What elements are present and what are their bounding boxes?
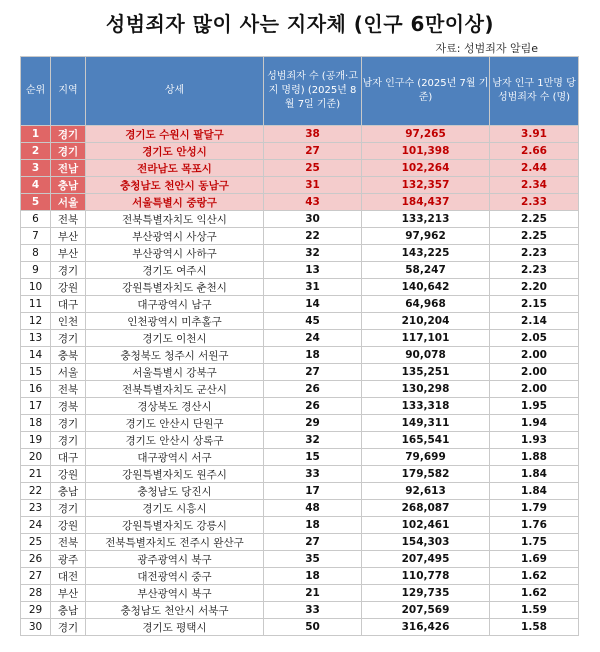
cell-per10k: 1.84	[490, 466, 579, 483]
cell-offenders: 18	[264, 568, 362, 585]
cell-population: 149,311	[362, 415, 490, 432]
table-row	[21, 160, 579, 177]
cell-per10k: 2.23	[490, 245, 579, 262]
cell-offenders: 27	[264, 534, 362, 551]
cell-detail: 강원특별자치도 춘천시	[86, 279, 264, 296]
cell-region: 경기	[51, 619, 86, 636]
cell-offenders: 13	[264, 262, 362, 279]
cell-population: 154,303	[362, 534, 490, 551]
cell-population: 79,699	[362, 449, 490, 466]
cell-detail: 부산광역시 사하구	[86, 245, 264, 262]
header-region: 지역	[51, 57, 86, 126]
cell-region: 전남	[51, 160, 86, 177]
cell-population: 133,318	[362, 398, 490, 415]
cell-region: 대전	[51, 568, 86, 585]
cell-region: 충남	[51, 177, 86, 194]
offender-table	[20, 56, 579, 636]
table-row	[21, 517, 579, 534]
table-row	[21, 228, 579, 245]
header-rank: 순위	[21, 57, 51, 126]
cell-per10k: 2.14	[490, 313, 579, 330]
cell-population: 97,962	[362, 228, 490, 245]
cell-population: 207,569	[362, 602, 490, 619]
cell-region: 경기	[51, 143, 86, 160]
cell-offenders: 21	[264, 585, 362, 602]
cell-detail: 충청남도 천안시 서북구	[86, 602, 264, 619]
cell-detail: 광주광역시 북구	[86, 551, 264, 568]
cell-rank: 8	[21, 245, 51, 262]
cell-rank: 11	[21, 296, 51, 313]
cell-per10k: 2.66	[490, 143, 579, 160]
table-row	[21, 143, 579, 160]
cell-rank: 7	[21, 228, 51, 245]
cell-population: 316,426	[362, 619, 490, 636]
cell-region: 경기	[51, 432, 86, 449]
cell-rank: 6	[21, 211, 51, 228]
cell-detail: 경상북도 경산시	[86, 398, 264, 415]
table-row	[21, 177, 579, 194]
table-row	[21, 126, 579, 143]
cell-per10k: 1.69	[490, 551, 579, 568]
cell-rank: 17	[21, 398, 51, 415]
cell-detail: 충청남도 당진시	[86, 483, 264, 500]
cell-offenders: 24	[264, 330, 362, 347]
header-offenders: 성범죄자 수 (공개·고지 명령) (2025년 8월 7일 기준)	[264, 57, 362, 126]
cell-region: 전북	[51, 211, 86, 228]
cell-offenders: 32	[264, 432, 362, 449]
cell-detail: 전북특별자치도 전주시 완산구	[86, 534, 264, 551]
cell-detail: 경기도 수원시 팔달구	[86, 126, 264, 143]
cell-offenders: 30	[264, 211, 362, 228]
cell-offenders: 50	[264, 619, 362, 636]
cell-detail: 강원특별자치도 원주시	[86, 466, 264, 483]
cell-population: 207,495	[362, 551, 490, 568]
cell-detail: 경기도 평택시	[86, 619, 264, 636]
cell-population: 97,265	[362, 126, 490, 143]
cell-region: 경기	[51, 330, 86, 347]
cell-offenders: 27	[264, 143, 362, 160]
cell-rank: 21	[21, 466, 51, 483]
cell-population: 102,461	[362, 517, 490, 534]
cell-rank: 29	[21, 602, 51, 619]
cell-per10k: 2.23	[490, 262, 579, 279]
cell-population: 184,437	[362, 194, 490, 211]
cell-per10k: 2.00	[490, 347, 579, 364]
table-row	[21, 245, 579, 262]
cell-rank: 25	[21, 534, 51, 551]
cell-per10k: 1.58	[490, 619, 579, 636]
cell-per10k: 1.93	[490, 432, 579, 449]
table-row	[21, 194, 579, 211]
cell-detail: 전라남도 목포시	[86, 160, 264, 177]
table-row	[21, 483, 579, 500]
cell-population: 132,357	[362, 177, 490, 194]
cell-region: 광주	[51, 551, 86, 568]
cell-detail: 전북특별자치도 익산시	[86, 211, 264, 228]
header-population: 남자 인구수 (2025년 7월 기준)	[362, 57, 490, 126]
cell-offenders: 31	[264, 279, 362, 296]
cell-rank: 18	[21, 415, 51, 432]
source-note: 자료: 성범죄자 알림e	[435, 42, 538, 55]
cell-region: 전북	[51, 381, 86, 398]
cell-region: 전북	[51, 534, 86, 551]
cell-region: 부산	[51, 245, 86, 262]
cell-offenders: 45	[264, 313, 362, 330]
cell-region: 부산	[51, 228, 86, 245]
cell-per10k: 3.91	[490, 126, 579, 143]
cell-population: 165,541	[362, 432, 490, 449]
cell-region: 대구	[51, 296, 86, 313]
cell-per10k: 2.15	[490, 296, 579, 313]
cell-rank: 13	[21, 330, 51, 347]
cell-population: 140,642	[362, 279, 490, 296]
cell-detail: 충청북도 청주시 서원구	[86, 347, 264, 364]
cell-rank: 22	[21, 483, 51, 500]
cell-per10k: 1.62	[490, 585, 579, 602]
table-row	[21, 500, 579, 517]
cell-population: 179,582	[362, 466, 490, 483]
cell-region: 서울	[51, 364, 86, 381]
cell-offenders: 15	[264, 449, 362, 466]
cell-per10k: 2.25	[490, 211, 579, 228]
cell-rank: 3	[21, 160, 51, 177]
header-detail: 상세	[86, 57, 264, 126]
cell-per10k: 2.33	[490, 194, 579, 211]
cell-population: 129,735	[362, 585, 490, 602]
cell-per10k: 2.05	[490, 330, 579, 347]
cell-per10k: 1.76	[490, 517, 579, 534]
cell-region: 충남	[51, 483, 86, 500]
cell-detail: 강원특별자치도 강릉시	[86, 517, 264, 534]
cell-detail: 경기도 안산시 상록구	[86, 432, 264, 449]
cell-population: 102,264	[362, 160, 490, 177]
cell-population: 135,251	[362, 364, 490, 381]
cell-detail: 경기도 여주시	[86, 262, 264, 279]
header-per10k: 남자 인구 1만명 당 성범죄자 수 (명)	[490, 57, 579, 126]
cell-region: 경기	[51, 262, 86, 279]
cell-detail: 부산광역시 사상구	[86, 228, 264, 245]
table-row	[21, 568, 579, 585]
cell-rank: 28	[21, 585, 51, 602]
table-row	[21, 211, 579, 228]
cell-detail: 대구광역시 남구	[86, 296, 264, 313]
cell-detail: 부산광역시 북구	[86, 585, 264, 602]
cell-population: 130,298	[362, 381, 490, 398]
cell-offenders: 29	[264, 415, 362, 432]
cell-region: 강원	[51, 466, 86, 483]
table-row	[21, 398, 579, 415]
cell-offenders: 26	[264, 398, 362, 415]
table-row	[21, 415, 579, 432]
cell-offenders: 35	[264, 551, 362, 568]
table-body	[21, 126, 579, 636]
table-row	[21, 313, 579, 330]
cell-per10k: 1.75	[490, 534, 579, 551]
cell-detail: 경기도 이천시	[86, 330, 264, 347]
table-row	[21, 602, 579, 619]
cell-detail: 서울특별시 중랑구	[86, 194, 264, 211]
cell-offenders: 33	[264, 602, 362, 619]
table-row	[21, 347, 579, 364]
cell-region: 대구	[51, 449, 86, 466]
cell-region: 경기	[51, 415, 86, 432]
cell-offenders: 48	[264, 500, 362, 517]
cell-offenders: 32	[264, 245, 362, 262]
cell-per10k: 2.00	[490, 381, 579, 398]
table-row	[21, 449, 579, 466]
cell-offenders: 14	[264, 296, 362, 313]
cell-offenders: 17	[264, 483, 362, 500]
cell-rank: 14	[21, 347, 51, 364]
cell-rank: 2	[21, 143, 51, 160]
page-title: 성범죄자 많이 사는 지자체 (인구 6만이상)	[105, 12, 495, 36]
cell-rank: 4	[21, 177, 51, 194]
cell-population: 210,204	[362, 313, 490, 330]
cell-offenders: 43	[264, 194, 362, 211]
cell-detail: 대구광역시 서구	[86, 449, 264, 466]
cell-rank: 20	[21, 449, 51, 466]
cell-population: 110,778	[362, 568, 490, 585]
table-row	[21, 262, 579, 279]
cell-rank: 24	[21, 517, 51, 534]
cell-population: 143,225	[362, 245, 490, 262]
cell-offenders: 33	[264, 466, 362, 483]
cell-region: 강원	[51, 517, 86, 534]
cell-region: 서울	[51, 194, 86, 211]
cell-detail: 전북특별자치도 군산시	[86, 381, 264, 398]
table-row	[21, 466, 579, 483]
cell-per10k: 2.34	[490, 177, 579, 194]
cell-rank: 5	[21, 194, 51, 211]
cell-detail: 인천광역시 미추홀구	[86, 313, 264, 330]
cell-per10k: 2.44	[490, 160, 579, 177]
cell-population: 92,613	[362, 483, 490, 500]
cell-offenders: 18	[264, 347, 362, 364]
cell-offenders: 27	[264, 364, 362, 381]
table-row	[21, 364, 579, 381]
cell-region: 경기	[51, 500, 86, 517]
cell-rank: 30	[21, 619, 51, 636]
table-row	[21, 381, 579, 398]
cell-rank: 26	[21, 551, 51, 568]
cell-rank: 23	[21, 500, 51, 517]
cell-offenders: 22	[264, 228, 362, 245]
cell-population: 117,101	[362, 330, 490, 347]
cell-rank: 1	[21, 126, 51, 143]
cell-detail: 경기도 안성시	[86, 143, 264, 160]
cell-detail: 경기도 시흥시	[86, 500, 264, 517]
cell-population: 268,087	[362, 500, 490, 517]
cell-region: 경기	[51, 126, 86, 143]
cell-per10k: 2.00	[490, 364, 579, 381]
cell-population: 133,213	[362, 211, 490, 228]
cell-region: 강원	[51, 279, 86, 296]
cell-per10k: 1.62	[490, 568, 579, 585]
cell-offenders: 18	[264, 517, 362, 534]
cell-per10k: 1.88	[490, 449, 579, 466]
cell-region: 충북	[51, 347, 86, 364]
cell-detail: 서울특별시 강북구	[86, 364, 264, 381]
cell-detail: 대전광역시 중구	[86, 568, 264, 585]
table-row	[21, 279, 579, 296]
cell-population: 64,968	[362, 296, 490, 313]
cell-per10k: 1.59	[490, 602, 579, 619]
cell-rank: 19	[21, 432, 51, 449]
table-row	[21, 585, 579, 602]
cell-per10k: 2.25	[490, 228, 579, 245]
cell-offenders: 31	[264, 177, 362, 194]
table-row	[21, 330, 579, 347]
cell-per10k: 1.84	[490, 483, 579, 500]
cell-per10k: 2.20	[490, 279, 579, 296]
cell-region: 경북	[51, 398, 86, 415]
cell-population: 58,247	[362, 262, 490, 279]
cell-rank: 9	[21, 262, 51, 279]
table-row	[21, 619, 579, 636]
cell-offenders: 38	[264, 126, 362, 143]
cell-detail: 경기도 안산시 단원구	[86, 415, 264, 432]
cell-per10k: 1.95	[490, 398, 579, 415]
cell-region: 인천	[51, 313, 86, 330]
cell-rank: 15	[21, 364, 51, 381]
table-row	[21, 551, 579, 568]
cell-offenders: 25	[264, 160, 362, 177]
table-row	[21, 534, 579, 551]
table-row	[21, 432, 579, 449]
cell-rank: 16	[21, 381, 51, 398]
cell-offenders: 26	[264, 381, 362, 398]
cell-detail: 충청남도 천안시 동남구	[86, 177, 264, 194]
table-header-row	[21, 57, 579, 126]
cell-region: 충남	[51, 602, 86, 619]
cell-rank: 10	[21, 279, 51, 296]
cell-population: 90,078	[362, 347, 490, 364]
cell-population: 101,398	[362, 143, 490, 160]
cell-rank: 12	[21, 313, 51, 330]
cell-rank: 27	[21, 568, 51, 585]
cell-per10k: 1.94	[490, 415, 579, 432]
cell-region: 부산	[51, 585, 86, 602]
cell-per10k: 1.79	[490, 500, 579, 517]
table-row	[21, 296, 579, 313]
